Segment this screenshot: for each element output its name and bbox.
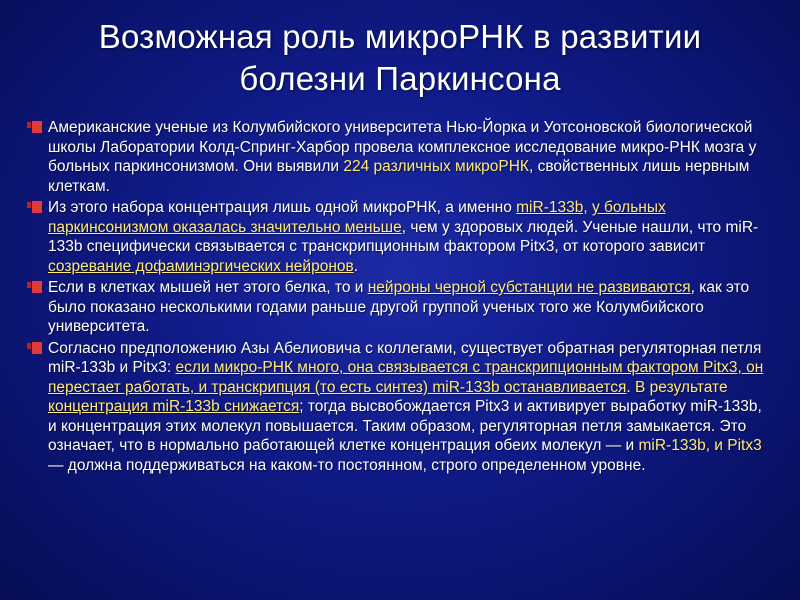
- bullet-text-part: , как это было показано несколькими годами раньше другой группой ученых того же Колумбийского университета.: [48, 279, 750, 335]
- bullet-text: [48, 339, 766, 476]
- bullet-list: [26, 118, 766, 477]
- bullet-text-part: Американские ученые из Колумбийского университета Нью-Йорка и Уотсоновской биологической школы Лаборатории Колд-Спринг-Харбор провела комплексное исследование микро-РНК мозга у больных паркинсонизмом. Они выявили: [48, 119, 757, 175]
- bullet-text-part: Из этого набора концентрация лишь одной микроРНК, а именно: [48, 199, 517, 216]
- bullet-text: [48, 118, 766, 196]
- slide-title-line-2: болезни Паркинсона: [239, 60, 561, 97]
- highlight-text: miR-133b,: [516, 199, 588, 216]
- red-square-bullet-icon: [30, 342, 42, 354]
- highlight-text: 224 различных микроРНК: [343, 158, 529, 175]
- bullet-text: [48, 198, 766, 276]
- highlight-text: концентрация miR-133b снижается: [48, 398, 300, 415]
- bullet-item-4: [26, 339, 766, 476]
- bullet-text-part: Если в клетках мышей нет этого белка, то и: [48, 279, 368, 296]
- bullet-item-1: [26, 118, 766, 196]
- bullet-text-part: Согласно предположению Азы Абелиовича с коллегами, существует обратная регуляторная петля miR-133b и Pitx3:: [48, 339, 762, 376]
- red-square-bullet-icon: [30, 201, 42, 213]
- highlight-text: miR-133b, и Pitx3: [638, 437, 762, 454]
- highlight-text: В результате: [635, 378, 728, 396]
- bullet-text-part: .: [626, 378, 636, 396]
- bullet-text-part: .: [353, 257, 359, 275]
- bullet-text-part: , чем у здоровых людей. Ученые нашли, что miR-133b специфически связывается с транскрипционным фактором Pitx3, от которого зависит: [48, 218, 759, 255]
- bullet-text-part: , свойственных лишь нервным клеткам.: [48, 158, 750, 195]
- red-square-bullet-icon: [30, 281, 42, 293]
- bullet-item-2: [26, 198, 766, 276]
- highlight-text: если микро-РНК много, она связывается с транскрипционным фактором Pitx3, он перестает работать, и транскрипция (то есть синтез) miR-133b останавливается: [48, 359, 764, 396]
- red-square-bullet-icon: [30, 121, 42, 133]
- bullet-text-part: ; тогда высвобождается Pitx3 и активирует выработку miR-133b, и концентрация этих молекул повышается. Таким образом, регуляторная петля замыкается. Это означает, что в нормально работающей клетке концентрация обеих молекул — и: [48, 398, 762, 454]
- highlight-text: нейроны черной субстанции не развиваются: [367, 279, 691, 296]
- slide-title-line-1: Возможная роль микроРНК в развитии: [98, 18, 702, 55]
- slide-title: [40, 16, 760, 100]
- bullet-item-3: [26, 278, 766, 337]
- bullet-text: [48, 278, 766, 337]
- highlight-text: созревание дофаминэргических нейронов: [48, 257, 354, 275]
- highlight-text: у больных паркинсонизмом оказалась значительно меньше: [48, 199, 666, 236]
- bullet-text-part: — должна поддерживаться на каком-то постоянном, строго определенном уровне.: [48, 456, 646, 474]
